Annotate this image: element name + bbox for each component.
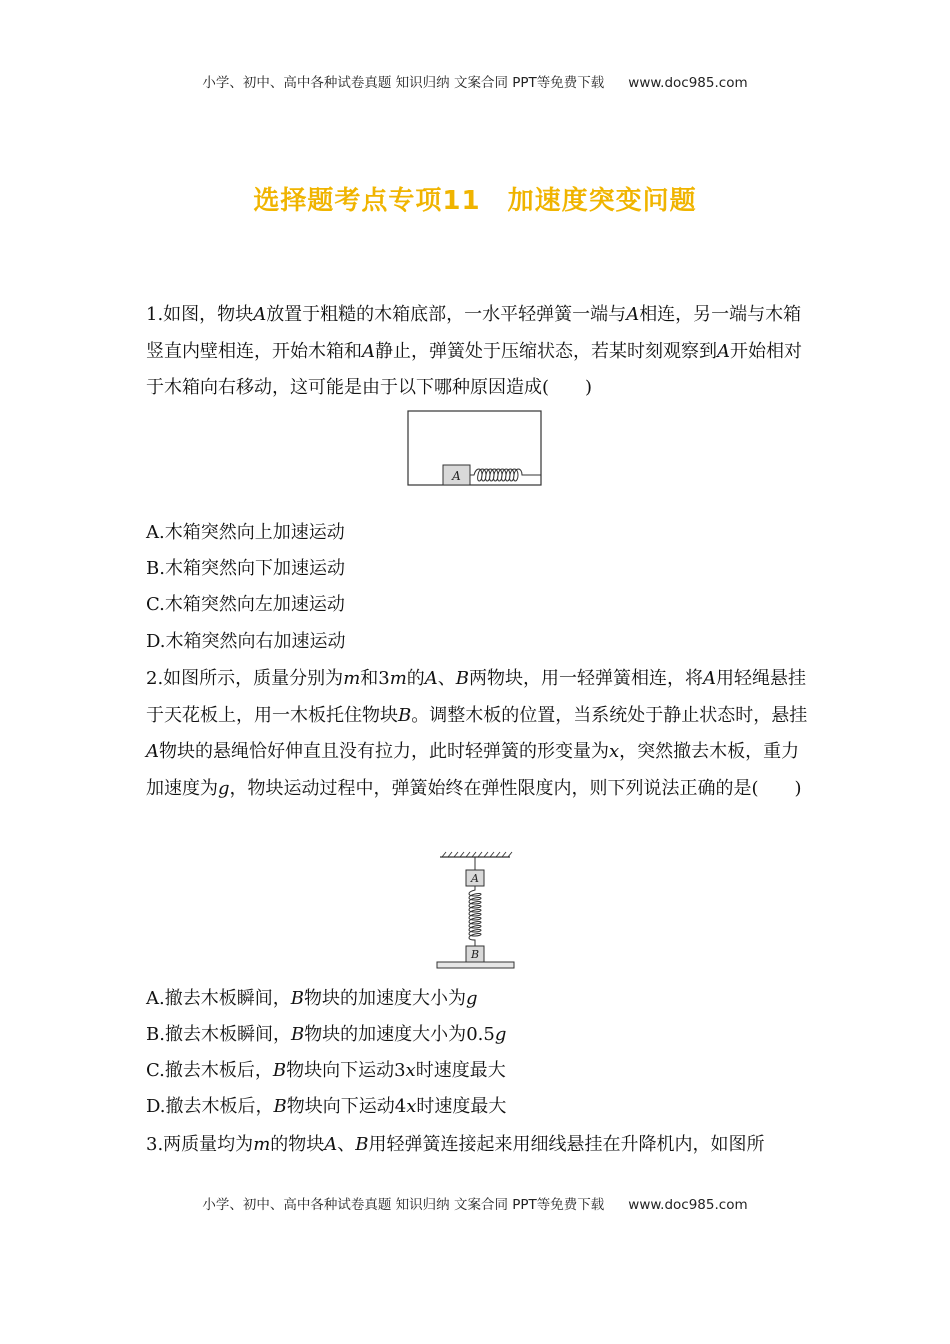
question-2-option-b[interactable]: B.撤去木板瞬间，B物块的加速度大小为0.5g xyxy=(146,1024,507,1045)
page-title: 选择题考点专项11 加速度突变问题 xyxy=(253,186,697,216)
question-2-option-d[interactable]: D.撤去木板后，B物块向下运动4x时速度最大 xyxy=(146,1096,507,1117)
page-footer xyxy=(0,1193,950,1213)
question-1-option-d[interactable]: D.木箱突然向右加速运动 xyxy=(146,631,346,652)
block-a-label: A xyxy=(471,872,479,885)
question-2-option-a[interactable]: A.撤去木板瞬间，B物块的加速度大小为g xyxy=(146,988,478,1009)
question-1-option-a[interactable]: A.木箱突然向上加速运动 xyxy=(146,522,345,543)
header-text: 小学、初中、高中各种试卷真题 知识归纳 文案合同 PPT等免费下载 xyxy=(202,75,605,91)
question-2-option-c[interactable]: C.撤去木板后，B物块向下运动3x时速度最大 xyxy=(146,1060,506,1081)
wooden-board xyxy=(437,962,514,968)
header-site-link[interactable]: www.doc985.com xyxy=(628,75,748,91)
block-b-label: B xyxy=(470,948,480,961)
ceiling-hatch xyxy=(442,852,512,857)
question-1-stem: 1.如图，物块A放置于粗糙的木箱底部，一水平轻弹簧一端与A相连，另一端与木箱竖直内壁相连，开始木箱和A静止，弹簧处于压缩状态，若某时刻观察到A开始相对于木箱向右移动，这可能是由于以下哪种原因造成( ) xyxy=(146,304,802,398)
block-a-label: A xyxy=(452,469,461,483)
spring xyxy=(469,886,481,946)
question-3-stem: 3.两质量均为m的物块A、B用轻弹簧连接起来用细线悬挂在升降机内，如图所 xyxy=(146,1134,765,1155)
footer-site-link[interactable]: www.doc985.com xyxy=(628,1197,748,1213)
question-1-option-c[interactable]: C.木箱突然向左加速运动 xyxy=(146,594,345,615)
page-header xyxy=(0,71,950,91)
question-1-option-b[interactable]: B.木箱突然向下加速运动 xyxy=(146,558,345,579)
question-2-stem: 2.如图所示，质量分别为m和3m的A、B两物块，用一轻弹簧相连，将A用轻绳悬挂于天花板上，用一木板托住物块B。调整木板的位置，当系统处于静止状态时，悬挂A物块的悬绳恰好伸直且没有拉力，此时轻弹簧的形变量为x，突然撤去木板，重力加速度为g，物块运动过程中，弹簧始终在弹性限度内，则下列说法正确的是( ) xyxy=(146,668,808,799)
spring xyxy=(470,469,541,481)
footer-text: 小学、初中、高中各种试卷真题 知识归纳 文案合同 PPT等免费下载 xyxy=(202,1197,605,1213)
question-2-figure xyxy=(434,850,518,972)
question-1-figure xyxy=(406,409,544,487)
